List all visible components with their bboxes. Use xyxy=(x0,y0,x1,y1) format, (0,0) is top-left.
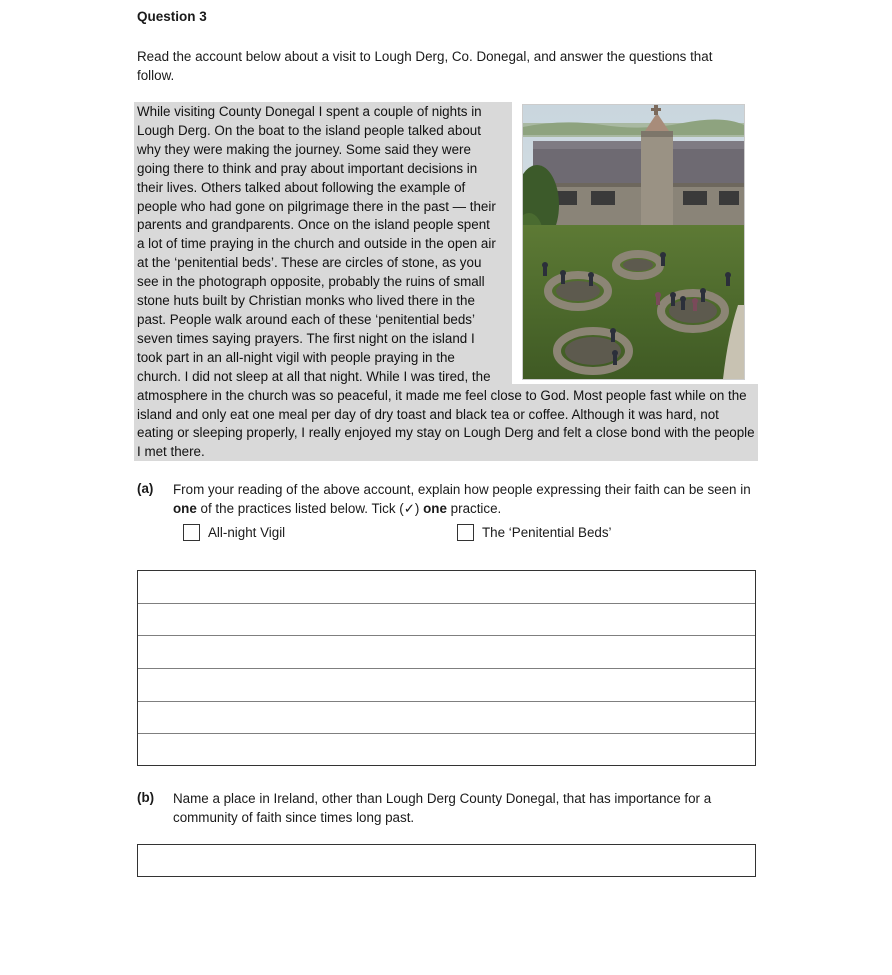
lough-derg-photo-image xyxy=(523,105,744,379)
question-intro: Read the account below about a visit to Lough Derg, Co. Donegal, and answer the questions that follow. xyxy=(137,49,713,83)
answer-line[interactable] xyxy=(138,636,755,669)
part-a-label: (a) xyxy=(137,481,154,496)
question-title: Question 3 xyxy=(137,9,207,24)
part-a-answer-box[interactable] xyxy=(137,570,756,766)
part-a-question xyxy=(173,480,753,518)
answer-line[interactable] xyxy=(138,604,755,637)
part-a-bold-1: one xyxy=(173,501,197,516)
checkbox-all-night-vigil[interactable] xyxy=(183,524,200,541)
answer-line[interactable] xyxy=(138,571,755,604)
part-a-text-1: From your reading of the above account, explain how people expressing their faith can be seen in xyxy=(173,482,751,497)
part-a-bold-2: one xyxy=(423,501,447,516)
part-a-text-2: of the practices listed below. Tick (✓) xyxy=(196,501,424,516)
answer-line[interactable] xyxy=(138,734,755,767)
part-b-question: Name a place in Ireland, other than Lough Derg County Donegal, that has importance for a community of faith since times long past. xyxy=(173,791,712,825)
answer-line[interactable] xyxy=(138,669,755,702)
part-a-text-3: practice. xyxy=(446,501,502,516)
account-text: While visiting County Donegal I spent a couple of nights in Lough Derg. On the boat to the island people talked about why they were making the journey. Some said they were going there to think and pray about important decisions in their lives. Others talked about following the example of people who had gone on pilgrimage there in the past — their parents and grandparents. Once on the island people spent a lot of time praying in the church and outside in the open air at the ‘penitential beds’. These are circles of stone, as you see in the photograph opposite, probably the ruins of small stone huts built by Christian monks who lived there in the past. People walk around each of these ‘penitential beds’ seven times saying prayers. The first night on the island I took part in an all-night vigil with people praying in the church. I did not sleep at all that night. While I was tired, the atmosphere in the church was so peaceful, it made me feel close to God. Most people fast while on the island and only eat one meal per day of dry toast and black tea or coffee. Although it was hard, not eating or sleeping properly, I really enjoyed my stay on Lough Derg and felt a close bond with the people I met there. xyxy=(137,104,755,460)
part-b-label: (b) xyxy=(137,790,155,805)
option-penitential-beds[interactable] xyxy=(457,524,612,541)
lough-derg-photo xyxy=(522,104,745,380)
answer-line[interactable] xyxy=(138,702,755,735)
checkbox-penitential-beds[interactable] xyxy=(457,524,474,541)
option-all-night-vigil[interactable] xyxy=(183,524,285,541)
option-label-penitential-beds: The ‘Penitential Beds’ xyxy=(482,525,612,540)
part-b-answer-box[interactable] xyxy=(137,844,756,877)
option-label-all-night-vigil: All-night Vigil xyxy=(208,525,286,540)
